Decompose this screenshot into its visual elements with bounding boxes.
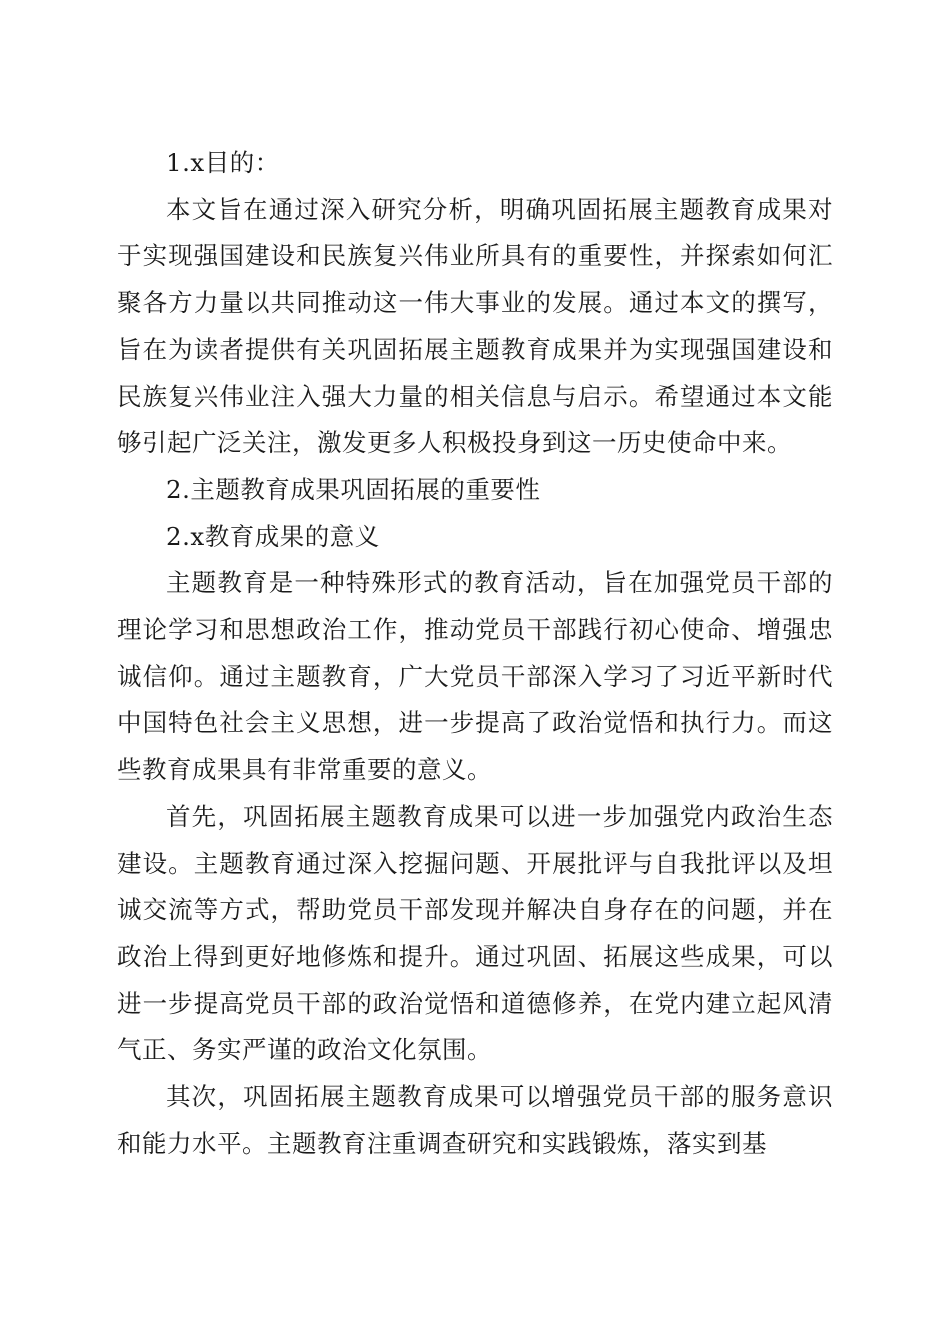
paragraph-theme-education: 主题教育是一种特殊形式的教育活动，旨在加强党员干部的理论学习和思想政治工作，推动党员干部践行初心使命、增强忠诚信仰。通过主题教育，广大党员干部深入学习了习近平新时代中国特色社会主义思想，进一步提高了政治觉悟和执行力。而这些教育成果具有非常重要的意义。 xyxy=(117,568,833,785)
paragraph-first: 首先，巩固拓展主题教育成果可以进一步加强党内政治生态建设。主题教育通过深入挖掘问题、开展批评与自我批评以及坦诚交流等方式，帮助党员干部发现并解决自身存在的问题，并在政治上得到更好地修炼和提升。通过巩固、拓展这些成果，可以进一步提高党员干部的政治觉悟和道德修养，在党内建立起风清气正、务实严谨的政治文化氛围。 xyxy=(117,801,833,1065)
section-heading-importance: 2.主题教育成果巩固拓展的重要性 xyxy=(166,474,541,504)
paragraph-second: 其次，巩固拓展主题教育成果可以增强党员干部的服务意识和能力水平。主题教育注重调查研究和实践锻炼，落实到基 xyxy=(117,1082,833,1158)
document-body xyxy=(117,140,833,1167)
paragraph-purpose: 本文旨在通过深入研究分析，明确巩固拓展主题教育成果对于实现强国建设和民族复兴伟业所具有的重要性，并探索如何汇聚各方力量以共同推动这一伟大事业的发展。通过本文的撰写，旨在为读者提供有关巩固拓展主题教育成果并为实现强国建设和民族复兴伟业注入强大力量的相关信息与启示。希望通过本文能够引起广泛关注，激发更多人积极投身到这一历史使命中来。 xyxy=(117,194,833,458)
subsection-heading-significance: 2.x教育成果的意义 xyxy=(166,521,380,551)
section-heading-purpose: 1.x目的： xyxy=(166,148,280,177)
